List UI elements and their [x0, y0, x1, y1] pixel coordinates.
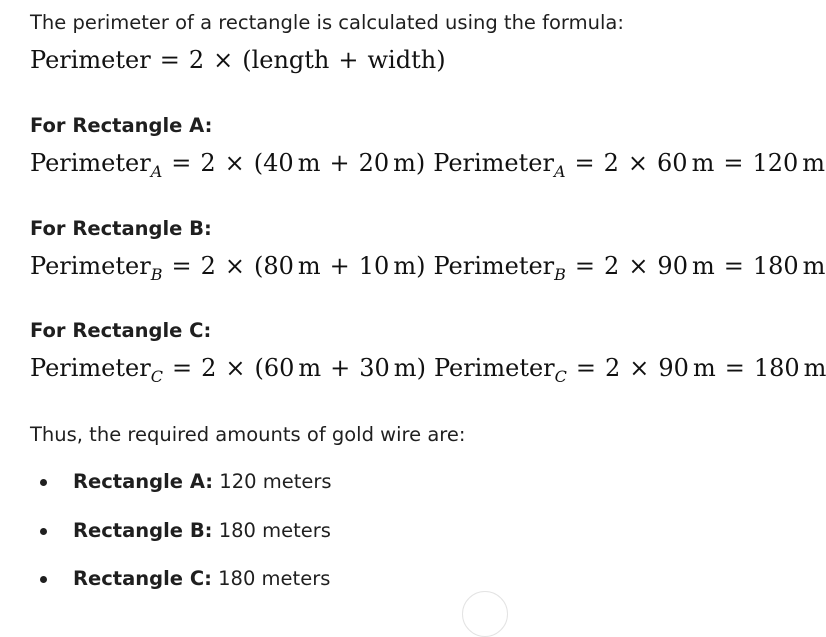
eq-c-equals: =	[171, 354, 193, 382]
formula-lhs: Perimeter	[30, 46, 151, 74]
eq-c-length: 60	[263, 354, 295, 382]
perimeter-formula	[30, 45, 446, 75]
eq-a-unit1: m	[297, 149, 321, 177]
eq-a-lhs: Perimeter	[30, 149, 151, 177]
eq-c-unit3: m	[692, 354, 716, 382]
conclusion-text: Thus, the required amounts of gold wire are:	[30, 423, 466, 446]
formula-close-paren: )	[436, 46, 446, 74]
eq-a-sub2: A	[553, 162, 566, 181]
eq-b-plus: +	[329, 252, 350, 280]
eq-b-equals: =	[171, 252, 192, 280]
eq-c-times2: ×	[629, 354, 650, 382]
eq-a-sum: 60	[657, 149, 688, 177]
eq-b-lhs2: Perimeter	[433, 252, 555, 280]
eq-b-sub: B	[150, 265, 163, 284]
eq-a-two2: 2	[603, 149, 619, 177]
bullet-icon	[40, 576, 47, 583]
eq-b-close: )	[416, 252, 426, 280]
eq-a-open: (	[253, 149, 264, 177]
formula-plus: +	[338, 46, 359, 74]
eq-c-result: 180	[753, 354, 800, 382]
result-label: Rectangle A:	[73, 470, 214, 493]
eq-b-two: 2	[200, 252, 216, 280]
eq-b-times: ×	[224, 252, 245, 280]
eq-c-unit2: m	[393, 354, 417, 382]
eq-b-result: 180	[752, 252, 799, 280]
formula-equals: =	[159, 46, 180, 74]
bullet-icon	[40, 528, 47, 535]
eq-a-unit3: m	[691, 149, 715, 177]
eq-a-close: )	[415, 149, 426, 177]
result-value: 180 meters	[218, 519, 331, 542]
equation-rectangle-b	[30, 251, 826, 284]
eq-c-equals2: =	[575, 354, 596, 382]
result-label: Rectangle C:	[73, 567, 212, 590]
result-label: Rectangle B:	[73, 519, 213, 542]
result-value: 180 meters	[218, 567, 331, 590]
eq-a-times2: ×	[627, 149, 649, 177]
formula-length: length	[251, 46, 330, 74]
eq-b-unit4: m	[802, 252, 826, 280]
eq-c-two2: 2	[605, 354, 621, 382]
eq-a-equals2: =	[574, 149, 595, 177]
eq-a-width: 20	[358, 149, 390, 177]
eq-a-equals3: =	[723, 149, 744, 177]
eq-a-length: 40	[263, 149, 294, 177]
eq-a-times: ×	[224, 149, 245, 177]
eq-c-width: 30	[359, 354, 390, 382]
eq-b-unit3: m	[691, 252, 715, 280]
equation-rectangle-a	[30, 148, 826, 181]
formula-two: 2	[188, 46, 205, 74]
section-heading-a: For Rectangle A:	[30, 114, 213, 137]
section-heading-c: For Rectangle C:	[30, 319, 212, 342]
formula-open-paren: (	[242, 46, 252, 74]
eq-b-length: 80	[263, 252, 294, 280]
eq-c-sum: 90	[658, 354, 689, 382]
eq-c-sub: C	[150, 367, 163, 386]
eq-a-plus: +	[329, 149, 350, 177]
eq-a-unit2: m	[393, 149, 416, 177]
eq-c-unit4: m	[803, 354, 826, 382]
eq-b-unit2: m	[393, 252, 417, 280]
eq-b-equals3: =	[723, 252, 744, 280]
eq-c-times: ×	[225, 354, 246, 382]
eq-c-equals3: =	[724, 354, 745, 382]
intro-text: The perimeter of a rectangle is calculated using the formula:	[30, 11, 624, 34]
equation-rectangle-c	[30, 353, 826, 386]
eq-c-lhs: Perimeter	[30, 354, 151, 382]
bullet-icon	[40, 479, 47, 486]
eq-c-open: (	[254, 354, 264, 382]
eq-b-unit1: m	[297, 252, 321, 280]
eq-c-plus: +	[330, 354, 351, 382]
eq-c-lhs2: Perimeter	[433, 354, 555, 382]
result-value: 120 meters	[219, 470, 332, 493]
section-heading-b: For Rectangle B:	[30, 217, 212, 240]
formula-times: ×	[213, 46, 234, 74]
formula-width: width	[367, 46, 437, 74]
eq-a-equals: =	[171, 149, 192, 177]
eq-c-close: )	[416, 354, 426, 382]
eq-b-open: (	[253, 252, 264, 280]
eq-b-equals2: =	[574, 252, 596, 280]
eq-a-result: 120	[752, 149, 799, 177]
eq-c-two: 2	[201, 354, 217, 382]
eq-b-lhs: Perimeter	[30, 252, 151, 280]
eq-b-sum: 90	[657, 252, 688, 280]
eq-a-sub: A	[150, 162, 163, 181]
eq-c-unit1: m	[298, 354, 322, 382]
eq-a-lhs2: Perimeter	[433, 149, 554, 177]
eq-b-sub2: B	[554, 265, 566, 284]
eq-c-sub2: C	[554, 367, 567, 386]
eq-a-two: 2	[200, 149, 216, 177]
eq-b-width: 10	[358, 252, 390, 280]
eq-b-times2: ×	[628, 252, 649, 280]
eq-b-two2: 2	[604, 252, 620, 280]
scroll-down-button[interactable]	[462, 591, 508, 637]
eq-a-unit4: m	[802, 149, 826, 177]
